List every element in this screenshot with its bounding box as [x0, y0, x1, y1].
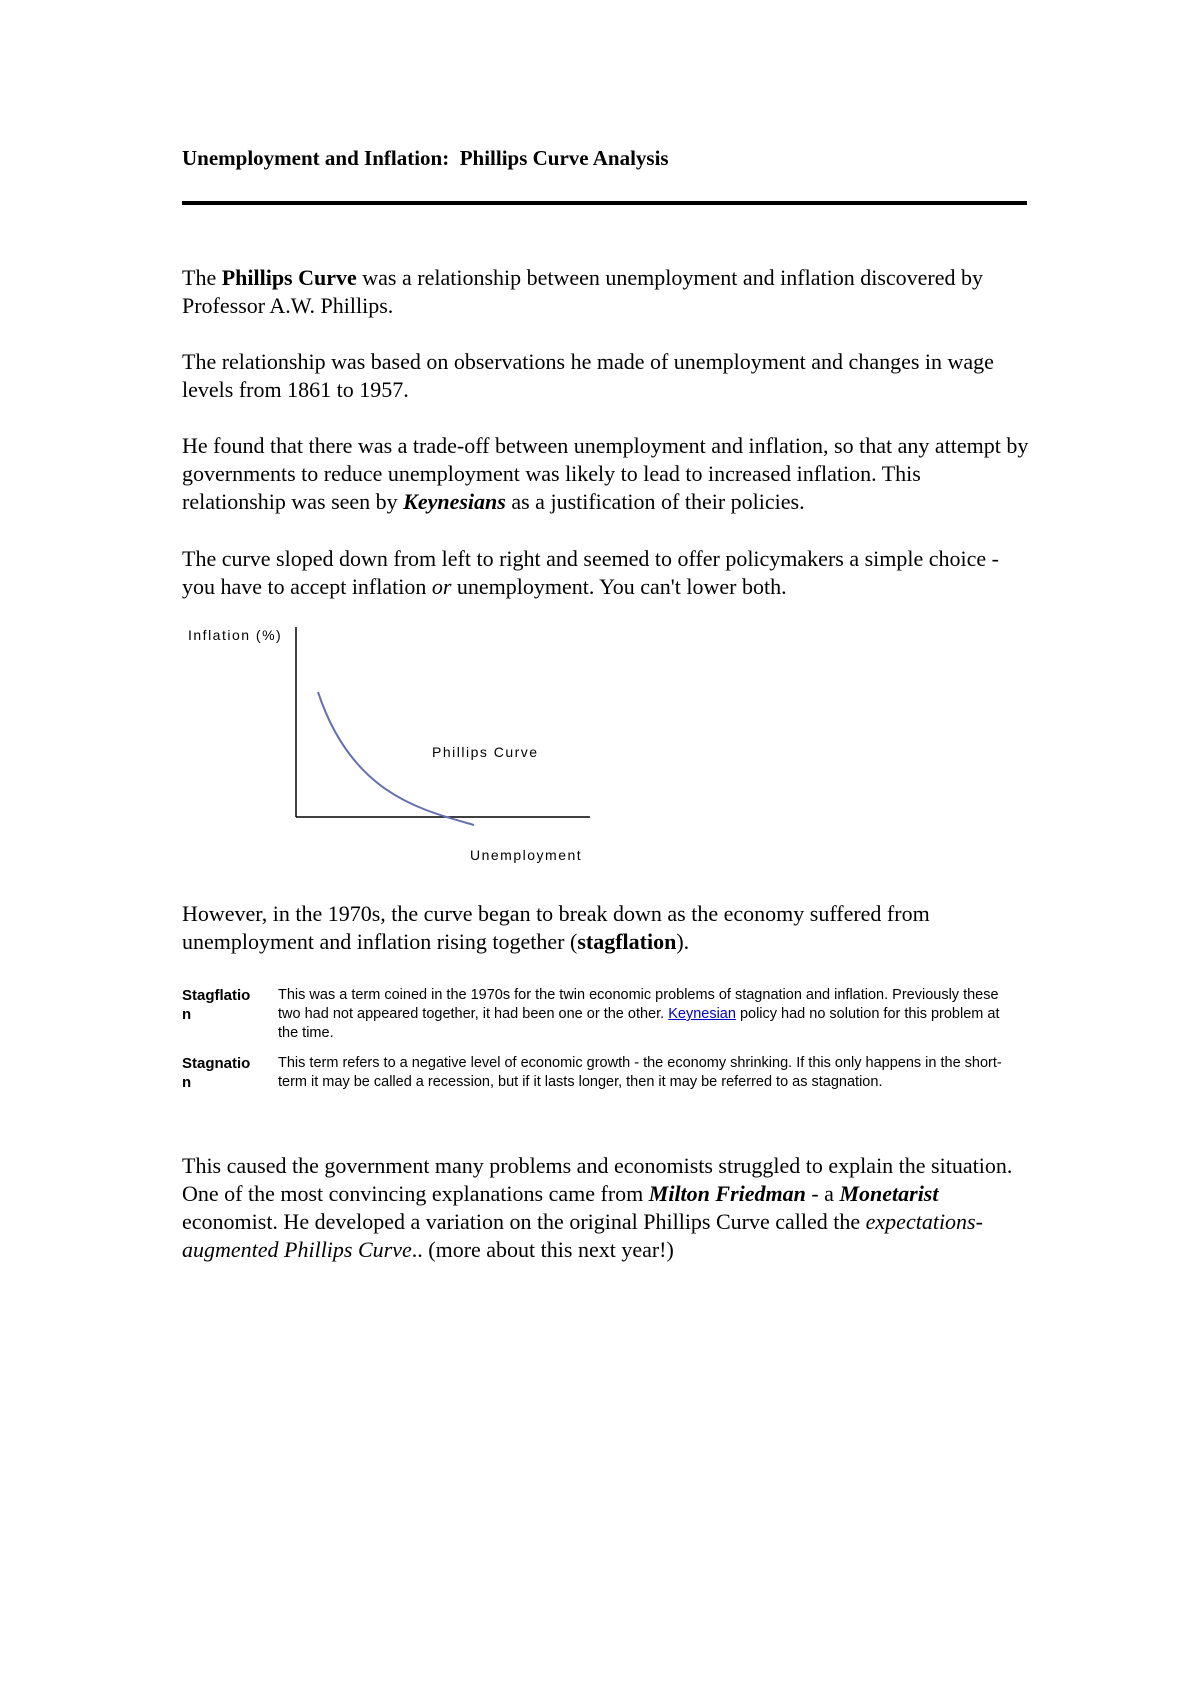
x-axis-label: Unemployment	[470, 847, 583, 863]
paragraph-choice	[182, 545, 1030, 601]
or-emphasis: or	[431, 574, 452, 599]
definition-row	[182, 986, 1022, 1043]
keynesians-term: Keynesians	[403, 489, 506, 514]
definition-term: Stagnation	[182, 1055, 251, 1091]
phillips-curve-diagram	[182, 620, 602, 870]
paragraph-observations: The relationship was based on observations he made of unemployment and changes in wage levels from 1861 to 1957.	[182, 349, 994, 402]
tradeoff-text-cont: as a justification of their policies.	[505, 489, 805, 514]
paragraph-friedman	[182, 1152, 1030, 1264]
expectations-augmented-term: expectations-augmented Phillips Curve	[182, 1209, 983, 1262]
monetarist-term: Monetarist	[839, 1181, 939, 1206]
choice-text-cont: unemployment. You can't lower both.	[451, 574, 787, 599]
intro-text-cont: was a relationship between unemployment and inflation discovered by Professor A.W. Phillips.	[182, 265, 983, 318]
definition-text-part: policy had no solution for this problem at the time.	[278, 1006, 1000, 1041]
friedman-text-end: .. (more about this next year!)	[411, 1237, 674, 1262]
y-axis-label: Inflation (%)	[188, 627, 283, 643]
definition-text-part: This was a term coined in the 1970s for the twin economic problems of stagnation and inflation. Previously these two had not appeared together, it had been one or the other.	[278, 987, 999, 1022]
definitions-table	[182, 986, 1022, 1103]
definition-text	[258, 986, 1022, 1043]
paragraph-stagflation	[182, 900, 1030, 956]
paragraph-intro	[182, 264, 1030, 320]
stagflation-term: stagflation	[577, 929, 677, 954]
document-title: Unemployment and Inflation: Phillips Curve Analysis	[182, 146, 669, 170]
paragraph-tradeoff	[182, 432, 1030, 516]
definition-row	[182, 1054, 1022, 1092]
stagflation-text: However, in the 1970s, the curve began to break down as the economy suffered from unemployment and inflation rising together (	[182, 901, 930, 954]
friedman-text: This caused the government many problems and economists struggled to explain the situation. One of the most convincing explanations came from	[182, 1153, 1013, 1206]
friedman-text-cont: - a	[805, 1181, 840, 1206]
stagflation-text-cont: ).	[676, 929, 690, 954]
intro-text: The	[182, 265, 222, 290]
definition-text: This term refers to a negative level of economic growth - the economy shrinking. If this only happens in the short-term it may be called a recession, but if it lasts longer, then it may be referred to as stagnation.	[278, 1055, 1002, 1090]
tradeoff-text: He found that there was a trade-off between unemployment and inflation, so that any attempt by governments to reduce unemployment was likely to lead to increased inflation. This relationship was seen by	[182, 433, 1029, 514]
title-divider	[182, 201, 1027, 205]
milton-friedman-term: Milton Friedman	[648, 1181, 806, 1206]
choice-text: The curve sloped down from left to right and seemed to offer policymakers a simple choice - you have to accept inflation	[182, 546, 999, 599]
keynesian-link[interactable]: Keynesian	[668, 1006, 736, 1022]
curve-label: Phillips Curve	[432, 744, 539, 760]
friedman-text-cont: economist. He developed a variation on the original Phillips Curve called the	[182, 1209, 866, 1234]
definition-term: Stagflation	[182, 987, 251, 1023]
phillips-curve-term: Phillips Curve	[221, 265, 357, 290]
